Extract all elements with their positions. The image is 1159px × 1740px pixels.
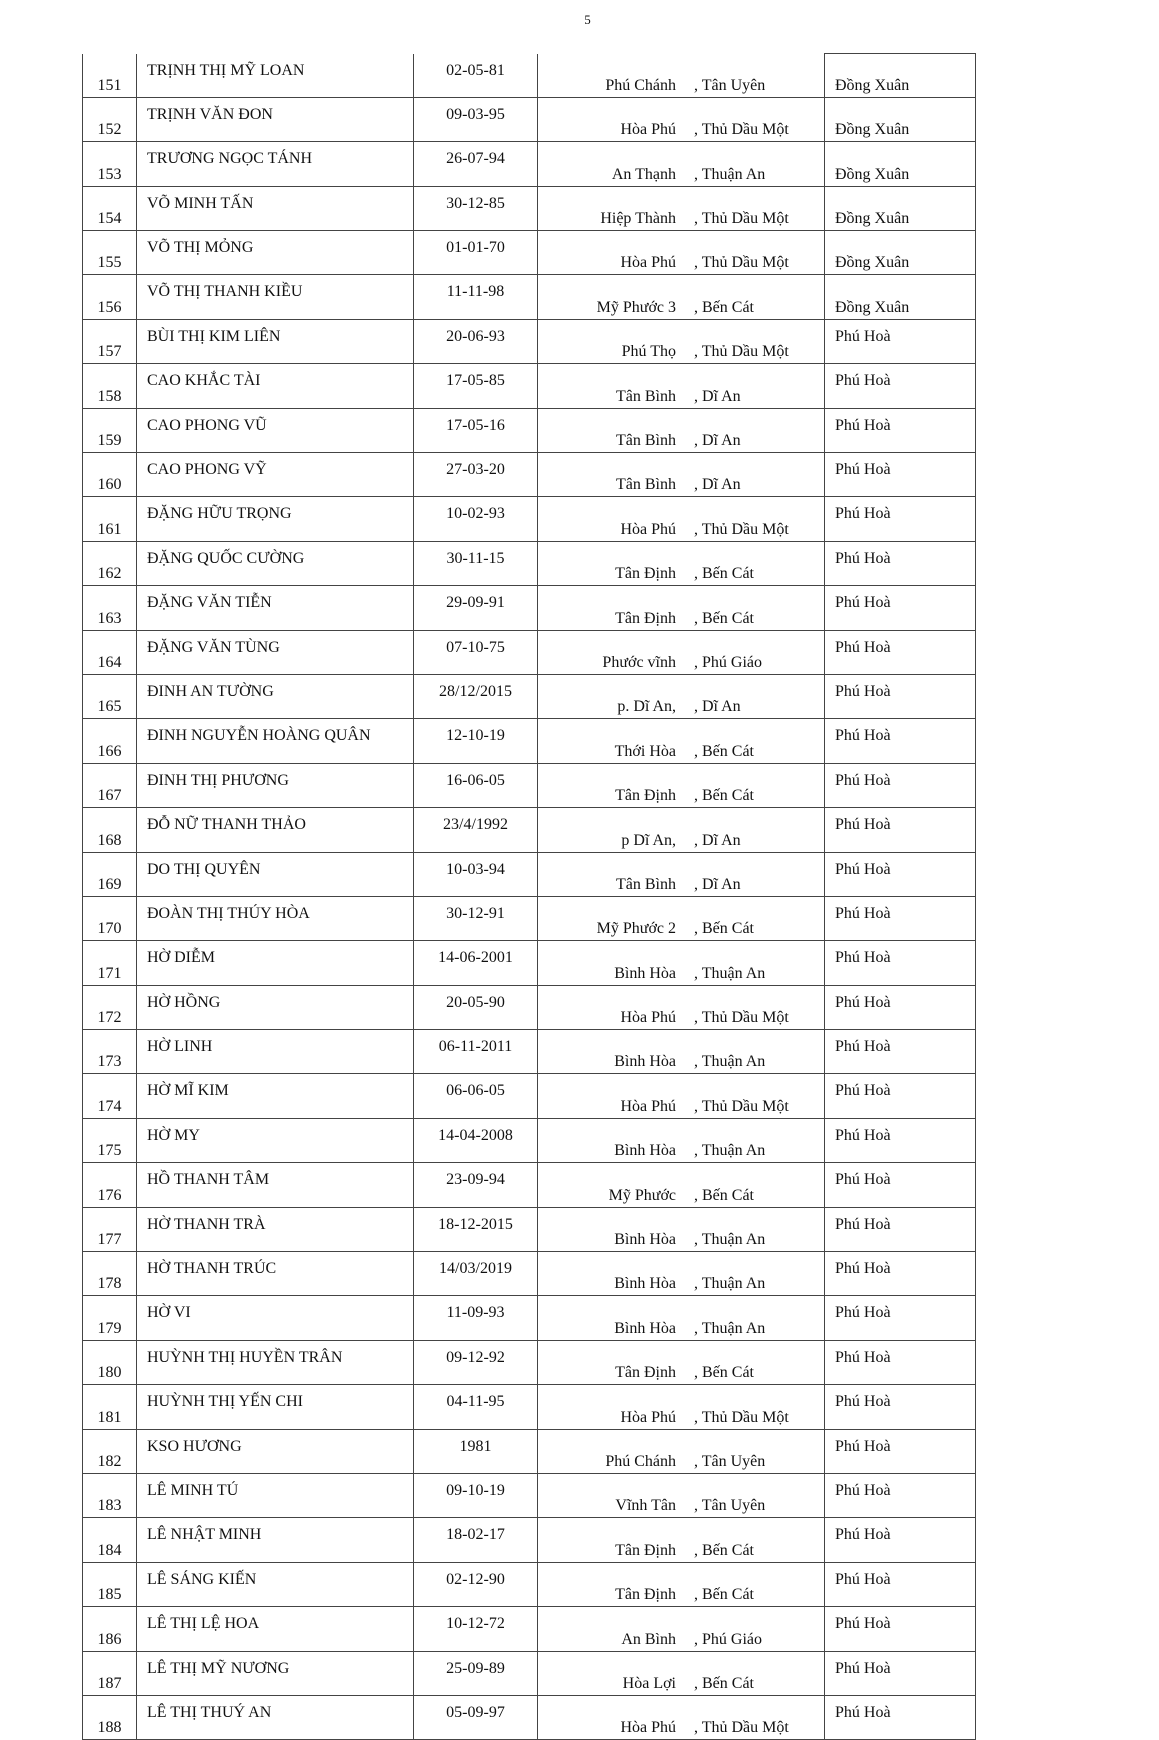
row-number: 173 — [83, 1030, 137, 1074]
commune-name: Phú Hoà — [825, 719, 976, 763]
commune-name: Phú Hoà — [825, 1074, 976, 1118]
commune-name: Phú Hoà — [825, 852, 976, 896]
district-name: , Thuận An — [694, 1252, 825, 1296]
date-of-birth: 30-12-91 — [414, 896, 538, 940]
date-of-birth: 09-10-19 — [414, 1474, 538, 1518]
commune-name: Phú Hoà — [825, 763, 976, 807]
person-name: ĐỖ NỮ THANH THẢO — [137, 808, 414, 852]
date-of-birth: 12-10-19 — [414, 719, 538, 763]
district-name: , Bến Cát — [694, 541, 825, 585]
person-name: HUỲNH THỊ HUYỀN TRÂN — [137, 1340, 414, 1384]
person-name: ĐINH THỊ PHƯƠNG — [137, 763, 414, 807]
person-name: LÊ NHẬT MINH — [137, 1518, 414, 1562]
table-row — [83, 1607, 976, 1651]
commune-name: Phú Hoà — [825, 497, 976, 541]
ward-name: Hòa Phú — [538, 1074, 695, 1118]
row-number: 184 — [83, 1518, 137, 1562]
table-row — [83, 586, 976, 630]
ward-name: Phước vĩnh — [538, 630, 695, 674]
date-of-birth: 18-02-17 — [414, 1518, 538, 1562]
table-row — [83, 1340, 976, 1384]
ward-name: Bình Hòa — [538, 1118, 695, 1162]
row-number: 164 — [83, 630, 137, 674]
ward-name: Bình Hòa — [538, 941, 695, 985]
table-row — [83, 985, 976, 1029]
district-name: , Bến Cát — [694, 586, 825, 630]
table-row — [83, 808, 976, 852]
table-row — [83, 497, 976, 541]
ward-name: Tân Bình — [538, 453, 695, 497]
row-number: 176 — [83, 1163, 137, 1207]
ward-name: Hòa Phú — [538, 1695, 695, 1739]
date-of-birth: 1981 — [414, 1429, 538, 1473]
row-number: 179 — [83, 1296, 137, 1340]
table-row — [83, 364, 976, 408]
table-row — [83, 1074, 976, 1118]
date-of-birth: 25-09-89 — [414, 1651, 538, 1695]
person-name: VÕ MINH TẤN — [137, 186, 414, 230]
row-number: 171 — [83, 941, 137, 985]
table-row — [83, 1296, 976, 1340]
person-name: TRỊNH VĂN ĐON — [137, 97, 414, 141]
person-name: DO THỊ QUYÊN — [137, 852, 414, 896]
ward-name: An Bình — [538, 1607, 695, 1651]
table-row — [83, 1163, 976, 1207]
row-number: 161 — [83, 497, 137, 541]
person-name: ĐINH NGUYỄN HOÀNG QUÂN — [137, 719, 414, 763]
date-of-birth: 20-06-93 — [414, 319, 538, 363]
row-number: 156 — [83, 275, 137, 319]
table-row — [83, 719, 976, 763]
commune-name: Phú Hoà — [825, 1474, 976, 1518]
district-name: , Bến Cát — [694, 1518, 825, 1562]
table-row — [83, 319, 976, 363]
district-name: , Thủ Dầu Một — [694, 1385, 825, 1429]
commune-name: Phú Hoà — [825, 1562, 976, 1606]
date-of-birth: 14-06-2001 — [414, 941, 538, 985]
district-name: , Dĩ An — [694, 453, 825, 497]
district-name: , Dĩ An — [694, 808, 825, 852]
commune-name: Phú Hoà — [825, 1296, 976, 1340]
district-name: , Bến Cát — [694, 719, 825, 763]
date-of-birth: 23/4/1992 — [414, 808, 538, 852]
commune-name: Phú Hoà — [825, 1607, 976, 1651]
ward-name: Mỹ Phước 3 — [538, 275, 695, 319]
person-name: HỜ MĨ KIM — [137, 1074, 414, 1118]
date-of-birth: 01-01-70 — [414, 231, 538, 275]
commune-name: Phú Hoà — [825, 1651, 976, 1695]
row-number: 188 — [83, 1695, 137, 1739]
commune-name: Đồng Xuân — [825, 54, 976, 98]
commune-name: Phú Hoà — [825, 319, 976, 363]
table-row — [83, 763, 976, 807]
table-row — [83, 941, 976, 985]
date-of-birth: 26-07-94 — [414, 142, 538, 186]
date-of-birth: 04-11-95 — [414, 1385, 538, 1429]
row-number: 157 — [83, 319, 137, 363]
roster-table — [82, 53, 976, 1740]
row-number: 185 — [83, 1562, 137, 1606]
row-number: 155 — [83, 231, 137, 275]
row-number: 174 — [83, 1074, 137, 1118]
date-of-birth: 02-12-90 — [414, 1562, 538, 1606]
person-name: ĐẶNG QUỐC CƯỜNG — [137, 541, 414, 585]
date-of-birth: 11-11-98 — [414, 275, 538, 319]
table-row — [83, 1030, 976, 1074]
table-row — [83, 1695, 976, 1739]
table-row — [83, 1562, 976, 1606]
ward-name: Hòa Lợi — [538, 1651, 695, 1695]
ward-name: Hòa Phú — [538, 497, 695, 541]
commune-name: Phú Hoà — [825, 586, 976, 630]
ward-name: Thới Hòa — [538, 719, 695, 763]
commune-name: Phú Hoà — [825, 941, 976, 985]
person-name: ĐẶNG VĂN TIỄN — [137, 586, 414, 630]
ward-name: Tân Định — [538, 541, 695, 585]
person-name: HỜ THANH TRÀ — [137, 1207, 414, 1251]
person-name: HỜ VI — [137, 1296, 414, 1340]
person-name: BÙI THỊ KIM LIÊN — [137, 319, 414, 363]
commune-name: Phú Hoà — [825, 896, 976, 940]
commune-name: Phú Hoà — [825, 1252, 976, 1296]
table-row — [83, 453, 976, 497]
row-number: 159 — [83, 408, 137, 452]
row-number: 162 — [83, 541, 137, 585]
date-of-birth: 17-05-85 — [414, 364, 538, 408]
row-number: 182 — [83, 1429, 137, 1473]
person-name: CAO KHẮC TÀI — [137, 364, 414, 408]
person-name: LÊ THỊ THUÝ AN — [137, 1695, 414, 1739]
roster-body — [83, 54, 976, 1740]
commune-name: Phú Hoà — [825, 364, 976, 408]
district-name: , Thuận An — [694, 142, 825, 186]
district-name: , Bến Cát — [694, 1651, 825, 1695]
person-name: TRỊNH THỊ MỸ LOAN — [137, 54, 414, 98]
date-of-birth: 17-05-16 — [414, 408, 538, 452]
row-number: 181 — [83, 1385, 137, 1429]
date-of-birth: 29-09-91 — [414, 586, 538, 630]
commune-name: Phú Hoà — [825, 1340, 976, 1384]
person-name: TRƯƠNG NGỌC TÁNH — [137, 142, 414, 186]
commune-name: Phú Hoà — [825, 1429, 976, 1473]
person-name: HỜ HỒNG — [137, 985, 414, 1029]
commune-name: Đồng Xuân — [825, 231, 976, 275]
ward-name: Phú Thọ — [538, 319, 695, 363]
ward-name: Tân Bình — [538, 852, 695, 896]
table-row — [83, 97, 976, 141]
person-name: LÊ THỊ LỆ HOA — [137, 1607, 414, 1651]
district-name: , Thủ Dầu Một — [694, 186, 825, 230]
ward-name: Phú Chánh — [538, 54, 695, 98]
row-number: 172 — [83, 985, 137, 1029]
ward-name: Tân Định — [538, 1518, 695, 1562]
commune-name: Phú Hoà — [825, 541, 976, 585]
date-of-birth: 11-09-93 — [414, 1296, 538, 1340]
date-of-birth: 23-09-94 — [414, 1163, 538, 1207]
district-name: , Thủ Dầu Một — [694, 985, 825, 1029]
ward-name: Tân Định — [538, 586, 695, 630]
person-name: HỜ THANH TRÚC — [137, 1252, 414, 1296]
table-row — [83, 674, 976, 718]
ward-name: Hòa Phú — [538, 231, 695, 275]
row-number: 165 — [83, 674, 137, 718]
row-number: 175 — [83, 1118, 137, 1162]
ward-name: Bình Hòa — [538, 1252, 695, 1296]
row-number: 187 — [83, 1651, 137, 1695]
district-name: , Bến Cát — [694, 1340, 825, 1384]
row-number: 166 — [83, 719, 137, 763]
district-name: , Thủ Dầu Một — [694, 319, 825, 363]
row-number: 152 — [83, 97, 137, 141]
person-name: VÕ THỊ THANH KIỀU — [137, 275, 414, 319]
commune-name: Phú Hoà — [825, 674, 976, 718]
person-name: LÊ MINH TÚ — [137, 1474, 414, 1518]
row-number: 169 — [83, 852, 137, 896]
date-of-birth: 14-04-2008 — [414, 1118, 538, 1162]
table-row — [83, 1385, 976, 1429]
district-name: , Thủ Dầu Một — [694, 97, 825, 141]
commune-name: Phú Hoà — [825, 408, 976, 452]
table-row — [83, 1651, 976, 1695]
district-name: , Thuận An — [694, 1030, 825, 1074]
date-of-birth: 02-05-81 — [414, 54, 538, 98]
date-of-birth: 27-03-20 — [414, 453, 538, 497]
district-name: , Thuận An — [694, 1296, 825, 1340]
commune-name: Đồng Xuân — [825, 275, 976, 319]
ward-name: Tân Bình — [538, 364, 695, 408]
person-name: CAO PHONG VŨ — [137, 408, 414, 452]
person-name: ĐẶNG VĂN TÙNG — [137, 630, 414, 674]
person-name: ĐẶNG HỮU TRỌNG — [137, 497, 414, 541]
date-of-birth: 16-06-05 — [414, 763, 538, 807]
district-name: , Thuận An — [694, 941, 825, 985]
commune-name: Phú Hoà — [825, 985, 976, 1029]
table-row — [83, 852, 976, 896]
row-number: 170 — [83, 896, 137, 940]
date-of-birth: 06-11-2011 — [414, 1030, 538, 1074]
table-row — [83, 142, 976, 186]
date-of-birth: 20-05-90 — [414, 985, 538, 1029]
row-number: 186 — [83, 1607, 137, 1651]
district-name: , Thủ Dầu Một — [694, 1074, 825, 1118]
ward-name: Vĩnh Tân — [538, 1474, 695, 1518]
row-number: 178 — [83, 1252, 137, 1296]
table-row — [83, 1252, 976, 1296]
commune-name: Đồng Xuân — [825, 186, 976, 230]
date-of-birth: 30-11-15 — [414, 541, 538, 585]
district-name: , Dĩ An — [694, 364, 825, 408]
date-of-birth: 28/12/2015 — [414, 674, 538, 718]
district-name: , Tân Uyên — [694, 1429, 825, 1473]
district-name: , Thuận An — [694, 1118, 825, 1162]
page-number: 5 — [584, 12, 591, 27]
district-name: , Dĩ An — [694, 408, 825, 452]
district-name: , Thuận An — [694, 1207, 825, 1251]
district-name: , Thủ Dầu Một — [694, 497, 825, 541]
date-of-birth: 09-12-92 — [414, 1340, 538, 1384]
row-number: 168 — [83, 808, 137, 852]
ward-name: Bình Hòa — [538, 1207, 695, 1251]
person-name: KSO HƯƠNG — [137, 1429, 414, 1473]
person-name: LÊ THỊ MỸ NƯƠNG — [137, 1651, 414, 1695]
district-name: , Dĩ An — [694, 852, 825, 896]
date-of-birth: 10-03-94 — [414, 852, 538, 896]
commune-name: Phú Hoà — [825, 1030, 976, 1074]
commune-name: Phú Hoà — [825, 1118, 976, 1162]
table-row — [83, 231, 976, 275]
district-name: , Bến Cát — [694, 896, 825, 940]
ward-name: Tân Định — [538, 1340, 695, 1384]
district-name: , Bến Cát — [694, 275, 825, 319]
ward-name: Tân Định — [538, 763, 695, 807]
date-of-birth: 30-12-85 — [414, 186, 538, 230]
table-row — [83, 630, 976, 674]
person-name: ĐOÀN THỊ THÚY HÒA — [137, 896, 414, 940]
table-row — [83, 541, 976, 585]
commune-name: Phú Hoà — [825, 1207, 976, 1251]
person-name: LÊ SÁNG KIẾN — [137, 1562, 414, 1606]
person-name: CAO PHONG VỸ — [137, 453, 414, 497]
row-number: 151 — [83, 54, 137, 98]
ward-name: Hiệp Thành — [538, 186, 695, 230]
person-name: VÕ THỊ MỎNG — [137, 231, 414, 275]
ward-name: Hòa Phú — [538, 985, 695, 1029]
ward-name: Mỹ Phước — [538, 1163, 695, 1207]
date-of-birth: 07-10-75 — [414, 630, 538, 674]
commune-name: Phú Hoà — [825, 630, 976, 674]
commune-name: Phú Hoà — [825, 1163, 976, 1207]
row-number: 158 — [83, 364, 137, 408]
date-of-birth: 10-12-72 — [414, 1607, 538, 1651]
table-row — [83, 275, 976, 319]
district-name: , Thủ Dầu Một — [694, 1695, 825, 1739]
district-name: , Phú Giáo — [694, 1607, 825, 1651]
ward-name: Mỹ Phước 2 — [538, 896, 695, 940]
person-name: HỜ DIỄM — [137, 941, 414, 985]
table-row — [83, 54, 976, 98]
district-name: , Tân Uyên — [694, 1474, 825, 1518]
person-name: HỒ THANH TÂM — [137, 1163, 414, 1207]
commune-name: Phú Hoà — [825, 453, 976, 497]
table-row — [83, 1207, 976, 1251]
row-number: 163 — [83, 586, 137, 630]
ward-name: Tân Định — [538, 1562, 695, 1606]
date-of-birth: 06-06-05 — [414, 1074, 538, 1118]
commune-name: Phú Hoà — [825, 808, 976, 852]
commune-name: Phú Hoà — [825, 1518, 976, 1562]
ward-name: Bình Hòa — [538, 1030, 695, 1074]
person-name: ĐINH AN TƯỜNG — [137, 674, 414, 718]
person-name: HỜ LINH — [137, 1030, 414, 1074]
district-name: , Dĩ An — [694, 674, 825, 718]
district-name: , Phú Giáo — [694, 630, 825, 674]
row-number: 154 — [83, 186, 137, 230]
table-row — [83, 1429, 976, 1473]
person-name: HUỲNH THỊ YẾN CHI — [137, 1385, 414, 1429]
date-of-birth: 09-03-95 — [414, 97, 538, 141]
ward-name: Hòa Phú — [538, 1385, 695, 1429]
table-row — [83, 1474, 976, 1518]
date-of-birth: 18-12-2015 — [414, 1207, 538, 1251]
ward-name: p. Dĩ An, — [538, 674, 695, 718]
district-name: , Bến Cát — [694, 1163, 825, 1207]
date-of-birth: 10-02-93 — [414, 497, 538, 541]
date-of-birth: 05-09-97 — [414, 1695, 538, 1739]
row-number: 160 — [83, 453, 137, 497]
commune-name: Phú Hoà — [825, 1385, 976, 1429]
commune-name: Phú Hoà — [825, 1695, 976, 1739]
table-row — [83, 896, 976, 940]
ward-name: Bình Hòa — [538, 1296, 695, 1340]
ward-name: Tân Bình — [538, 408, 695, 452]
ward-name: Phú Chánh — [538, 1429, 695, 1473]
district-name: , Bến Cát — [694, 1562, 825, 1606]
date-of-birth: 14/03/2019 — [414, 1252, 538, 1296]
ward-name: An Thạnh — [538, 142, 695, 186]
commune-name: Đồng Xuân — [825, 97, 976, 141]
row-number: 183 — [83, 1474, 137, 1518]
row-number: 153 — [83, 142, 137, 186]
table-row — [83, 1118, 976, 1162]
row-number: 167 — [83, 763, 137, 807]
commune-name: Đồng Xuân — [825, 142, 976, 186]
table-row — [83, 408, 976, 452]
person-name: HỜ MY — [137, 1118, 414, 1162]
table-row — [83, 1518, 976, 1562]
district-name: , Thủ Dầu Một — [694, 231, 825, 275]
ward-name: p Dĩ An, — [538, 808, 695, 852]
district-name: , Bến Cát — [694, 763, 825, 807]
ward-name: Hòa Phú — [538, 97, 695, 141]
row-number: 180 — [83, 1340, 137, 1384]
district-name: , Tân Uyên — [694, 54, 825, 98]
table-row — [83, 186, 976, 230]
row-number: 177 — [83, 1207, 137, 1251]
